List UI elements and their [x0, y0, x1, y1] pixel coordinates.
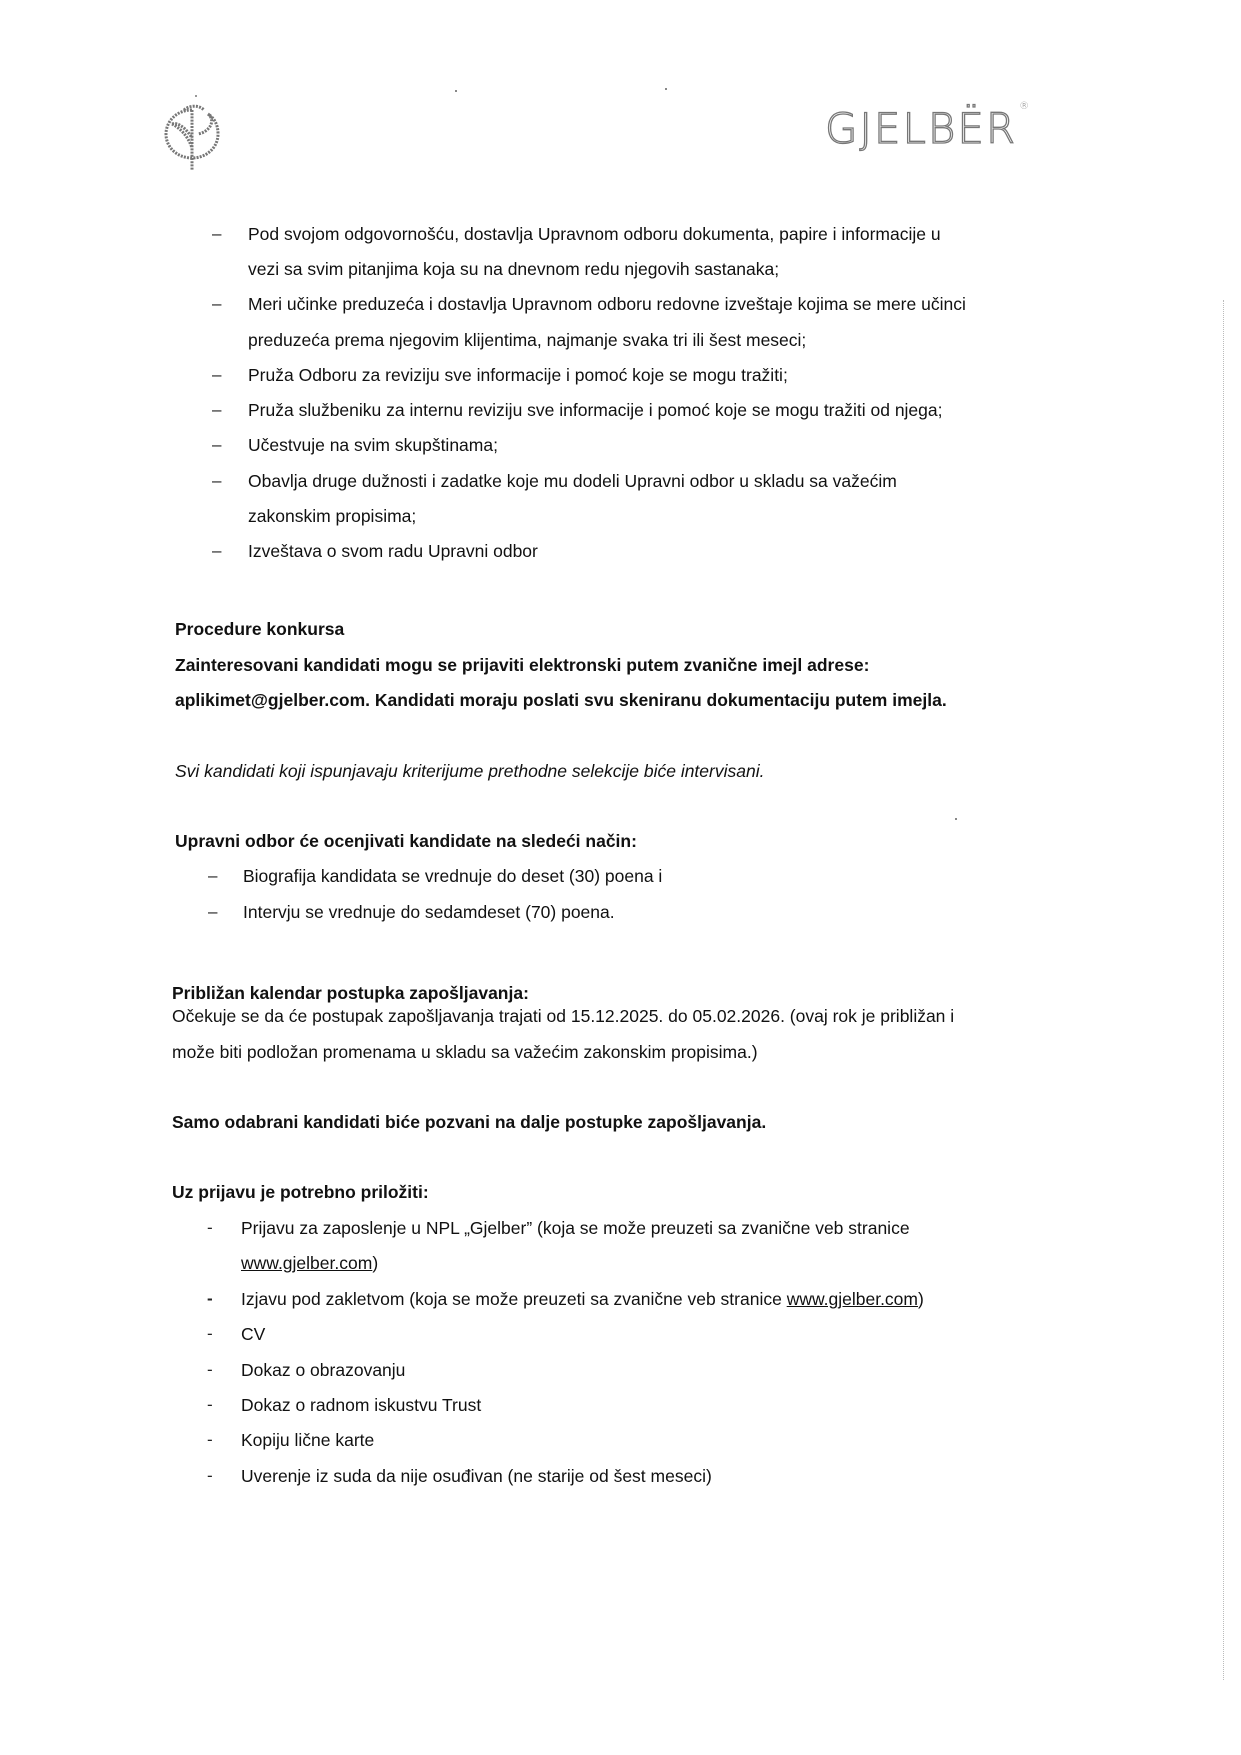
- list-hyphen: -: [207, 1324, 213, 1343]
- calendar-heading: Približan kalendar postupka zapošljavanja:: [172, 983, 529, 1003]
- list-hyphen: -: [207, 1360, 213, 1379]
- closing-paren: ): [918, 1289, 924, 1309]
- calendar-text: Očekuje se da će postupak zapošljavanja trajati od 15.12.2025. do 05.02.2026. (ovaj rok je približan i: [172, 1006, 955, 1026]
- scan-speck: [955, 818, 957, 820]
- scan-edge-artifact: [1223, 300, 1224, 1680]
- list-dash: –: [212, 294, 222, 313]
- procedure-text: aplikimet@gjelber.com. Kandidati moraju poslati svu skeniranu dokumentaciju putem imejla.: [175, 690, 947, 710]
- attachment-item: [241, 1288, 924, 1310]
- attachment-item: Dokaz o obrazovanju: [241, 1360, 406, 1380]
- tree-leaf-emblem-icon: [158, 92, 230, 172]
- attachment-item: Kopiju lične karte: [241, 1430, 375, 1450]
- procedure-heading: Procedure konkursa: [175, 619, 345, 639]
- list-dash: –: [212, 365, 222, 384]
- list-item-text: Pod svojom odgovornošću, dostavlja Upravnom odboru dokumenta, papire i informacije u: [248, 224, 941, 244]
- website-link[interactable]: www.gjelber.com: [786, 1289, 918, 1309]
- list-hyphen: -: [207, 1218, 213, 1237]
- evaluation-item: Biografija kandidata se vrednuje do deset (30) poena i: [243, 866, 663, 886]
- list-item-text: preduzeća prema njegovim klijentima, najmanje svaka tri ili šest meseci;: [248, 330, 807, 350]
- scan-speck: [455, 90, 457, 92]
- list-hyphen: -: [207, 1430, 213, 1449]
- attachment-item-text: Izjavu pod zakletvom (koja se može preuzeti sa zvanične veb stranice: [241, 1289, 787, 1309]
- selected-note: Samo odabrani kandidati biće pozvani na dalje postupke zapošljavanja.: [172, 1112, 767, 1132]
- evaluation-heading: Upravni odbor će ocenjivati kandidate na sledeći način:: [175, 831, 637, 851]
- attachment-item: Uverenje iz suda da nije osuđivan (ne starije od šest meseci): [241, 1466, 712, 1486]
- list-dash: –: [212, 400, 222, 419]
- list-item-text: Izveštava o svom radu Upravni odbor: [248, 541, 538, 561]
- closing-paren: ): [372, 1253, 379, 1273]
- list-hyphen: -: [207, 1395, 213, 1414]
- list-dash: –: [212, 435, 222, 454]
- list-item-text: Pruža službeniku za internu reviziju sve informacije i pomoć koje se mogu tražiti od njega;: [248, 400, 943, 420]
- scan-speck: [665, 88, 667, 90]
- attachment-item: Prijavu za zaposlenje u NPL „Gjelber” (koja se može preuzeti sa zvanične veb stranice: [241, 1218, 910, 1238]
- list-item-text: zakonskim propisima;: [248, 506, 417, 526]
- attachment-item: [241, 1252, 378, 1274]
- list-item-text: Učestvuje na svim skupštinama;: [248, 435, 498, 455]
- list-item-text: vezi sa svim pitanjima koja su na dnevnom redu njegovih sastanaka;: [248, 259, 780, 279]
- website-link[interactable]: www.gjelber.com: [241, 1253, 373, 1273]
- registered-mark: ®: [1019, 101, 1032, 112]
- list-hyphen: -: [207, 1466, 213, 1485]
- procedure-text: Zainteresovani kandidati mogu se prijaviti elektronski putem zvanične imejl adrese:: [175, 655, 870, 675]
- list-hyphen: -: [207, 1289, 213, 1308]
- calendar-text: može biti podložan promenama u skladu sa važećim zakonskim propisima.): [172, 1042, 758, 1062]
- list-item-text: Meri učinke preduzeća i dostavlja Upravnom odboru redovne izveštaje kojima se mere učinci: [248, 294, 966, 314]
- brand-name: GJELBËR: [825, 104, 1018, 153]
- attachments-heading: Uz prijavu je potrebno priložiti:: [172, 1182, 429, 1202]
- list-dash: –: [208, 902, 218, 921]
- evaluation-item: Intervju se vrednuje do sedamdeset (70) poena.: [243, 902, 615, 922]
- list-item-text: Obavlja druge dužnosti i zadatke koje mu dodeli Upravni odbor u skladu sa važećim: [248, 471, 897, 491]
- list-dash: –: [212, 224, 222, 243]
- list-dash: –: [208, 866, 218, 885]
- brand-logo: [825, 101, 1032, 153]
- attachment-item: CV: [241, 1324, 266, 1344]
- procedure-note: Svi kandidati koji ispunjavaju kriterijume prethodne selekcije biće intervisani.: [175, 761, 765, 781]
- list-dash: –: [212, 471, 222, 490]
- list-item-text: Pruža Odboru za reviziju sve informacije i pomoć koje se mogu tražiti;: [248, 365, 788, 385]
- list-dash: –: [212, 541, 222, 560]
- attachment-item: Dokaz o radnom iskustvu Trust: [241, 1395, 482, 1415]
